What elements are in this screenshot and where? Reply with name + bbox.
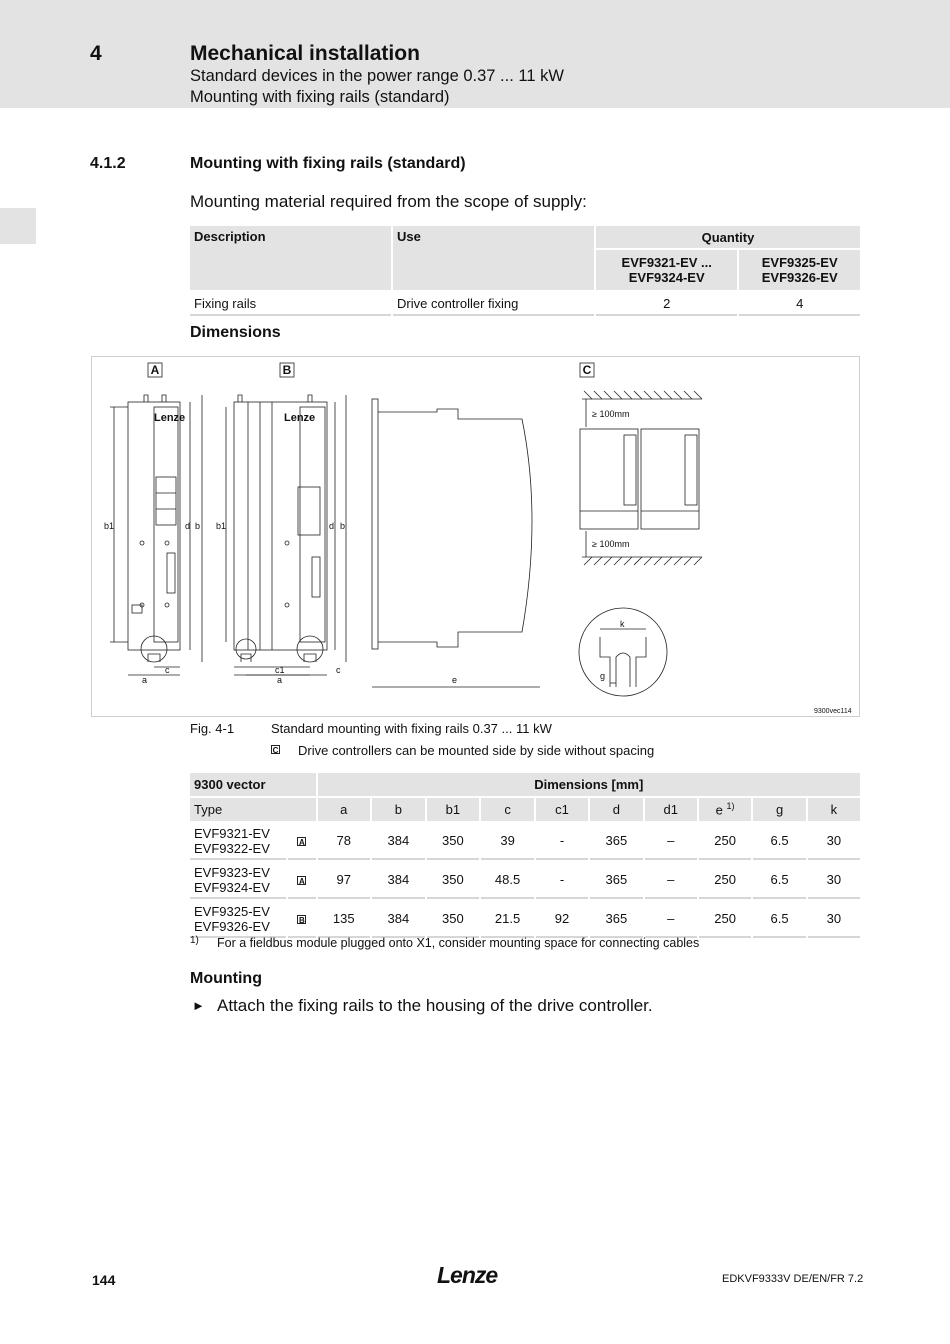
chapter-number: 4 (90, 42, 102, 65)
dim-table-dims-header: Dimensions [mm] (318, 773, 861, 796)
row-variant (288, 862, 315, 899)
qty-col-2-line1: EVF9325-EV (761, 255, 838, 270)
col-b: b (372, 798, 425, 821)
svg-text:d: d (329, 521, 335, 531)
device-b-front-view (234, 395, 327, 662)
panel-label-c (580, 363, 594, 377)
cell-k: 30 (808, 862, 860, 899)
col-b1: b1 (427, 798, 480, 821)
dimension-drawing (91, 356, 860, 717)
mounting-step: Attach the fixing rails to the housing of the drive controller. (217, 996, 653, 1015)
mounting-material-table (188, 224, 862, 318)
figure-caption: Standard mounting with fixing rails 0.37 ... 11 kW (271, 721, 552, 736)
page-number: 144 (92, 1272, 116, 1288)
svg-text:C: C (582, 363, 592, 377)
triangle-bullet-icon: ► (192, 998, 205, 1013)
table-row (190, 901, 860, 938)
svg-text:e: e (452, 675, 458, 685)
cell-k: 30 (808, 823, 860, 860)
dimensions-heading: Dimensions (190, 324, 281, 341)
lenze-logo: Lenze (437, 1262, 498, 1288)
side-by-side-mounting (580, 391, 702, 565)
row-type-1: EVF9323-EV (194, 864, 270, 880)
cell-c1: - (536, 823, 588, 860)
svg-text:A: A (150, 363, 160, 377)
col-a: a (318, 798, 371, 821)
chapter-title: Mechanical installation (190, 42, 420, 65)
section-intro: Mounting material required from the scope of supply: (190, 192, 587, 211)
svg-text:≥ 100mm: ≥ 100mm (592, 409, 630, 419)
row-use: Drive controller fixing (393, 292, 594, 316)
document-reference: EDKVF9333V DE/EN/FR 7.2 (722, 1273, 864, 1285)
row-type (190, 823, 286, 860)
col-g: g (753, 798, 805, 821)
col-c: c (481, 798, 534, 821)
cell-b: 384 (372, 901, 425, 938)
device-side-view (372, 399, 540, 687)
qty-col-1-line1: EVF9321-EV ... (621, 255, 712, 270)
svg-text:a: a (142, 675, 148, 685)
footnote-text: For a fieldbus module plugged onto X1, consider mounting space for connecting cables (217, 936, 700, 950)
cell-g: 6.5 (753, 901, 805, 938)
col-use: Use (393, 226, 594, 290)
qty-col-2 (739, 250, 860, 290)
section-title: Mounting with fixing rails (standard) (190, 155, 466, 172)
panel-label-a (148, 363, 162, 377)
row-type-2: EVF9322-EV (194, 840, 270, 856)
cell-d: 365 (590, 823, 643, 860)
mounting-heading: Mounting (190, 970, 262, 987)
cell-d1: – (645, 862, 697, 899)
cell-a: 97 (318, 862, 371, 899)
svg-text:b1: b1 (104, 521, 115, 531)
table-row (190, 823, 860, 860)
figure-note: Drive controllers can be mounted side by side without spacing (298, 743, 655, 758)
col-quantity: Quantity (596, 226, 860, 248)
row-variant (288, 823, 315, 860)
svg-text:d: d (185, 521, 191, 531)
dim-table-title: 9300 vector (190, 773, 316, 796)
svg-text:c: c (165, 665, 170, 675)
variant-box: A (298, 877, 305, 886)
dimensions-table (188, 771, 862, 940)
device-b-dimensions (216, 395, 346, 685)
row-variant (288, 901, 315, 938)
cell-k: 30 (808, 901, 860, 938)
chapter-side-tab (0, 208, 36, 244)
cell-c: 39 (481, 823, 534, 860)
chapter-header (0, 0, 950, 108)
cell-b: 384 (372, 823, 425, 860)
cell-e: 250 (699, 901, 752, 938)
panel-label-b (280, 363, 294, 377)
cell-g: 6.5 (753, 862, 805, 899)
cell-d: 365 (590, 901, 643, 938)
dim-table-type-label: Type (190, 798, 316, 821)
cell-b1: 350 (427, 901, 480, 938)
svg-text:B: B (282, 363, 292, 377)
table-row (190, 862, 860, 899)
cell-g: 6.5 (753, 823, 805, 860)
svg-text:Lenze: Lenze (284, 412, 316, 424)
qty-col-2-line2: EVF9326-EV (761, 270, 838, 285)
row-type (190, 862, 286, 899)
svg-text:a: a (277, 675, 283, 685)
svg-text:c1: c1 (275, 665, 285, 675)
cell-d1: – (645, 823, 697, 860)
row-type (190, 901, 286, 938)
qty-col-1 (596, 250, 737, 290)
figure-id: 9300vec114 (814, 708, 852, 715)
row-qty-2: 4 (739, 292, 860, 316)
qty-col-1-line2: EVF9324-EV (628, 270, 705, 285)
cell-a: 78 (318, 823, 371, 860)
row-type-1: EVF9325-EV (194, 903, 270, 919)
svg-text:b1: b1 (216, 521, 227, 531)
device-a-dimensions (104, 395, 202, 685)
cell-b: 384 (372, 862, 425, 899)
cell-b1: 350 (427, 862, 480, 899)
variant-box: B (298, 916, 305, 925)
row-description: Fixing rails (190, 292, 391, 316)
cell-c: 48.5 (481, 862, 534, 899)
col-c1: c1 (536, 798, 588, 821)
col-e-footnote: 1) (726, 801, 735, 812)
table-row (190, 292, 860, 316)
cell-d: 365 (590, 862, 643, 899)
row-type-1: EVF9321-EV (194, 825, 270, 841)
cell-e: 250 (699, 823, 752, 860)
svg-text:Lenze: Lenze (154, 412, 186, 424)
cell-c1: - (536, 862, 588, 899)
variant-box: A (298, 838, 305, 847)
svg-text:≥ 100mm: ≥ 100mm (592, 539, 630, 549)
cell-e: 250 (699, 862, 752, 899)
svg-text:k: k (620, 619, 625, 629)
col-d: d (590, 798, 643, 821)
col-d1: d1 (645, 798, 697, 821)
svg-text:b: b (340, 521, 346, 531)
cell-d1: – (645, 901, 697, 938)
caption-note-box: C (272, 746, 279, 755)
row-type-2: EVF9324-EV (194, 879, 270, 895)
cell-c: 21.5 (481, 901, 534, 938)
svg-text:c: c (336, 665, 341, 675)
row-qty-1: 2 (596, 292, 737, 316)
row-type-2: EVF9326-EV (194, 918, 270, 934)
footnote-mark: 1) (190, 935, 199, 946)
device-a-front-view (128, 395, 185, 662)
svg-text:b: b (195, 521, 201, 531)
chapter-subtitle-2: Mounting with fixing rails (standard) (190, 88, 450, 106)
rail-detail (579, 608, 667, 696)
chapter-subtitle-1: Standard devices in the power range 0.37 ... 11 kW (190, 67, 564, 85)
cell-c1: 92 (536, 901, 588, 938)
col-e-label: e (715, 802, 723, 818)
svg-text:g: g (600, 671, 606, 681)
col-k: k (808, 798, 860, 821)
cell-a: 135 (318, 901, 371, 938)
cell-b1: 350 (427, 823, 480, 860)
figure-label: Fig. 4-1 (190, 721, 235, 736)
col-e (699, 798, 752, 821)
col-description: Description (190, 226, 391, 290)
section-number: 4.1.2 (90, 155, 126, 172)
